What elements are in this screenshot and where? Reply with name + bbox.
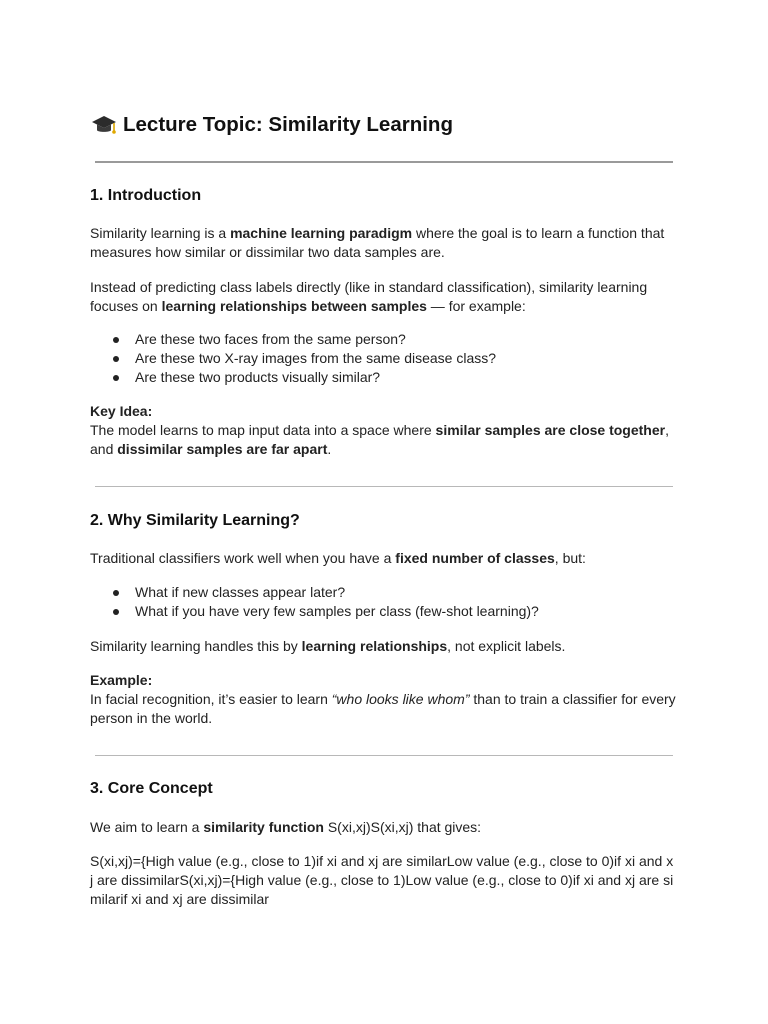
- example-block: Example: In facial recognition, it’s easier to learn “who looks like whom” than to train a classifier for every person in the world.: [90, 672, 676, 726]
- title-divider: [95, 161, 673, 163]
- section-heading-core-concept: 3. Core Concept: [90, 780, 213, 797]
- section-heading-introduction: 1. Introduction: [90, 187, 202, 204]
- core-paragraph-1: We aim to learn a similarity function S(xi,xj)S(xi,xj) that gives:: [90, 819, 482, 835]
- similarity-formula: S(xi,xj)={High value (e.g., close to 1)if xi and xj are similarLow value (e.g., close to 0)if xi and xj are dissimilarS(xi,xj)={High value (e.g., close to 1)Low value (e.g., close to 0)if xi and xj are similarif xi and xj are dissimilar: [90, 853, 674, 907]
- list-item: Are these two faces from the same person?: [108, 330, 496, 349]
- intro-paragraph-2: Instead of predicting class labels directly (like in standard classification), similarity learning focuses on learning relationships between samples — for example:: [90, 279, 648, 314]
- intro-paragraph-1: Similarity learning is a machine learning paradigm where the goal is to learn a function that measures how similar or dissimilar two data samples are.: [90, 225, 665, 260]
- list-item: What if new classes appear later?: [108, 583, 539, 602]
- example-label: Example:: [90, 672, 153, 688]
- list-item: Are these two X-ray images from the same disease class?: [108, 349, 496, 368]
- key-idea-block: Key Idea: The model learns to map input data into a space where similar samples are close together, and dissimilar samples are far apart.: [90, 403, 669, 457]
- section-heading-why-similarity: 2. Why Similarity Learning?: [90, 512, 300, 529]
- section-divider: [95, 486, 673, 487]
- intro-question-list: [108, 330, 496, 387]
- section-divider: [95, 755, 673, 756]
- list-item: What if you have very few samples per class (few-shot learning)?: [108, 602, 539, 621]
- key-idea-label: Key Idea:: [90, 403, 153, 419]
- page-title: [91, 113, 453, 137]
- graduation-cap-icon: [91, 113, 117, 137]
- why-question-list: [108, 583, 539, 621]
- page-title-text: Lecture Topic: Similarity Learning: [123, 113, 453, 136]
- why-paragraph-1: Traditional classifiers work well when you have a fixed number of classes, but:: [90, 550, 586, 566]
- list-item: Are these two products visually similar?: [108, 368, 496, 387]
- why-paragraph-2: Similarity learning handles this by learning relationships, not explicit labels.: [90, 638, 566, 654]
